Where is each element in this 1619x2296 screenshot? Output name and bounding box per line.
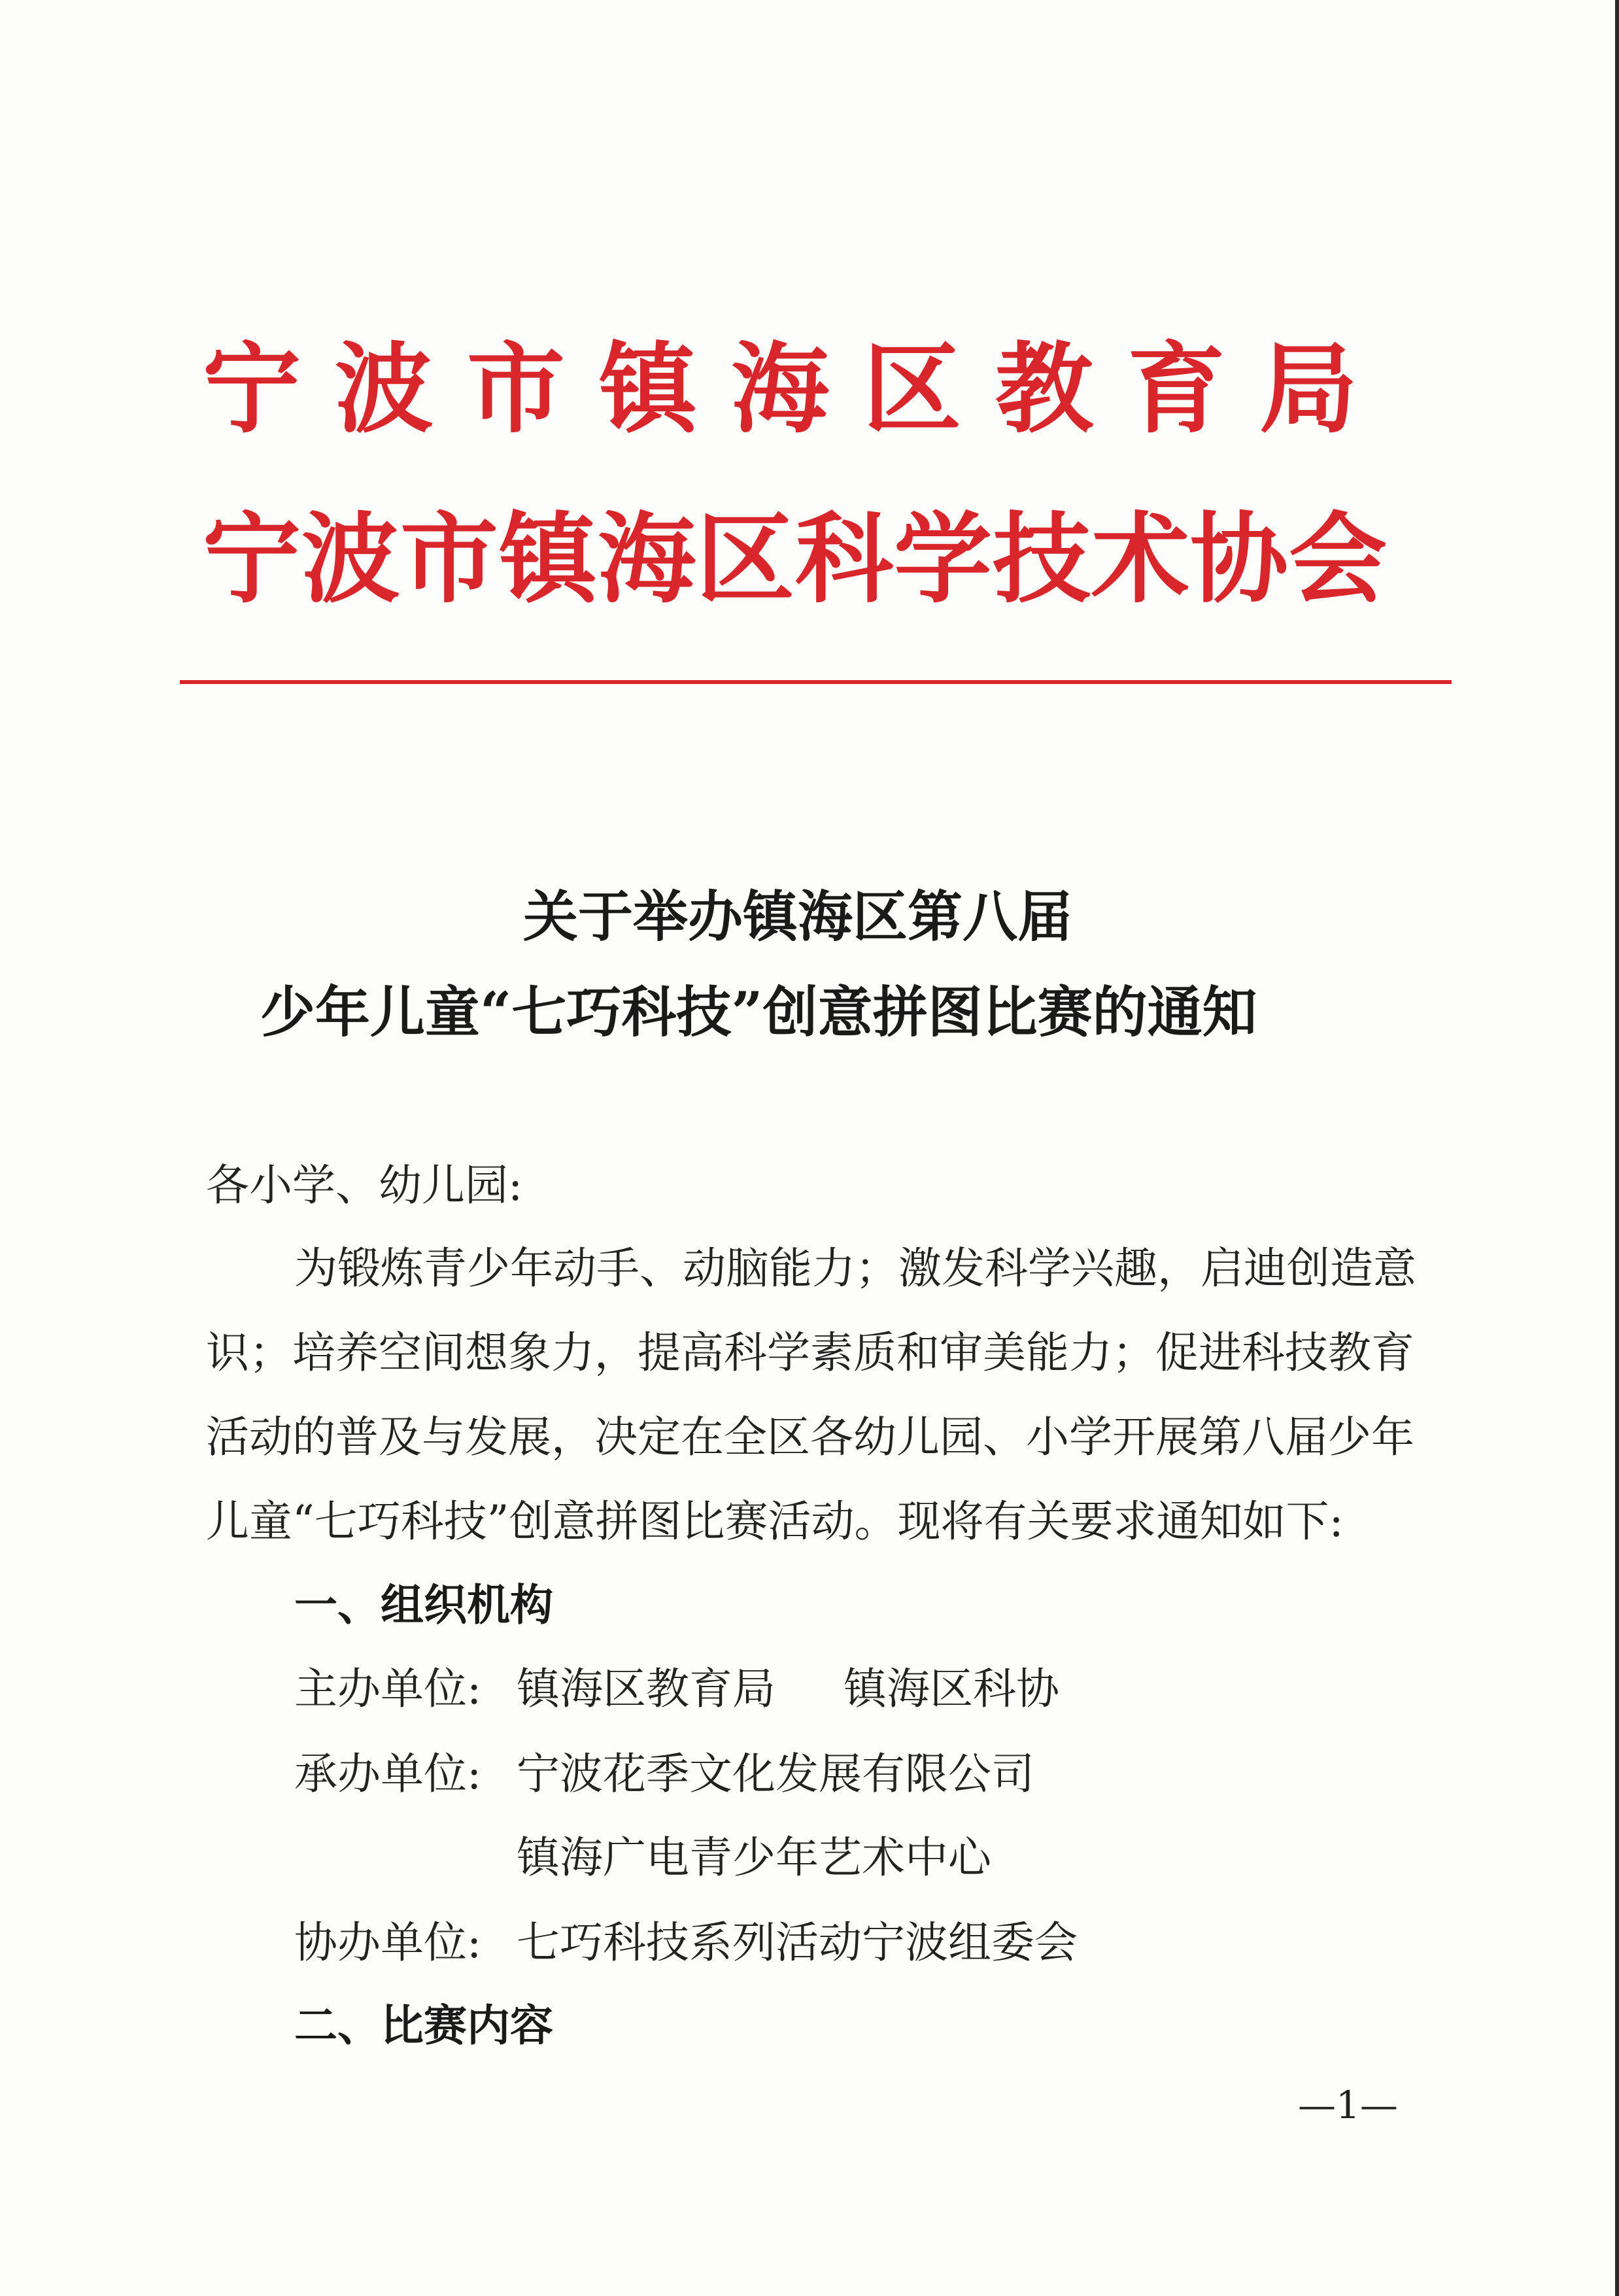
salutation: 各小学、幼儿园: (206, 1160, 523, 1210)
paragraph-line-1: 为锻炼青少年动手、动脑能力；激发科学兴趣，启迪创造意 (294, 1243, 1416, 1294)
page-number: —1— (1298, 2083, 1398, 2127)
section-1-heading: 一、组织机构 (294, 1580, 553, 1630)
header-org-education-bureau: 宁波市镇海区教育局 (203, 332, 1392, 447)
paragraph-line-3: 活动的普及与发展，决定在全区各幼儿园、小学开展第八届少年 (206, 1412, 1414, 1462)
scan-edge (1615, 0, 1619, 2296)
paragraph-line-2: 识；培养空间想象力，提高科学素质和审美能力；促进科技教育 (206, 1328, 1414, 1378)
document-title-line-2: 少年儿童“七巧科技”创意拼图比赛的通知 (260, 980, 1257, 1044)
organizer-2: 镇海广电青少年艺术中心 (517, 1832, 991, 1883)
host-2: 镇海区科协 (844, 1664, 1059, 1714)
host-label: 主办单位: (294, 1664, 482, 1714)
co-organizer-1: 七巧科技系列活动宁波组委会 (517, 1917, 1078, 1968)
organizer-1: 宁波花季文化发展有限公司 (517, 1749, 1034, 1799)
document-title-line-1: 关于举办镇海区第八届 (523, 884, 1073, 949)
organizer-label: 承办单位: (294, 1749, 482, 1799)
host-1: 镇海区教育局 (517, 1664, 775, 1714)
co-organizer-label: 协办单位: (294, 1917, 482, 1968)
header-red-rule (180, 680, 1452, 684)
header-org-science-association: 宁波市镇海区科学技术协会 (203, 502, 1388, 617)
paragraph-line-4: 儿童“七巧科技”创意拼图比赛活动。现将有关要求通知如下: (206, 1496, 1344, 1547)
section-2-heading: 二、比赛内容 (294, 2000, 553, 2051)
